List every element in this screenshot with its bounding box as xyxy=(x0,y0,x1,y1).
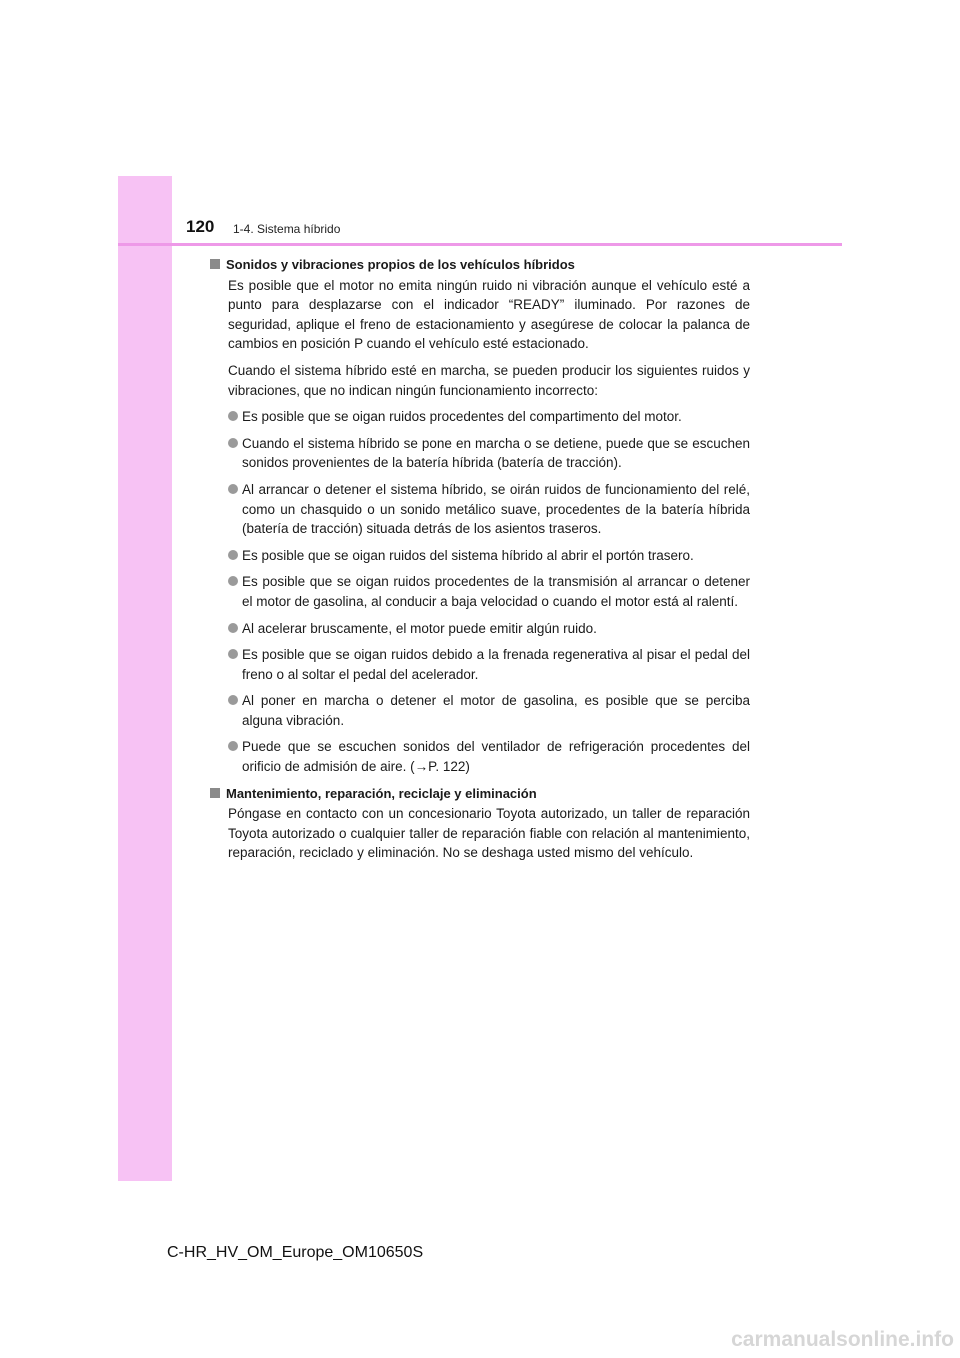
header-divider xyxy=(118,243,842,246)
bullet-dot-icon xyxy=(228,484,238,494)
bullet-dot-icon xyxy=(228,438,238,448)
list-item-text: Cuando el sistema híbrido se pone en marcha o se detiene, puede que se escuchen sonidos provenientes de la batería híbrida (batería de tracción). xyxy=(242,435,750,471)
list-item xyxy=(228,619,750,639)
list-item-text: Puede que se escuchen sonidos del ventilador de refrigeración procedentes del orificio de admisión de aire. (→P. 122) xyxy=(242,739,750,775)
list-item-text: Al arrancar o detener el sistema híbrido, se oirán ruidos de funcionamiento del relé, como un chasquido o un sonido metálico suave, procedentes de la batería híbrida (batería de tracción) situada detrás de los asientos traseros. xyxy=(242,481,750,537)
square-marker-icon xyxy=(210,259,220,269)
document-code: C-HR_HV_OM_Europe_OM10650S xyxy=(167,1244,424,1261)
list-item-text: Al acelerar bruscamente, el motor puede emitir algún ruido. xyxy=(242,620,597,636)
main-content xyxy=(210,255,750,870)
bullet-dot-icon xyxy=(228,411,238,421)
list-item xyxy=(228,572,750,611)
list-item xyxy=(228,645,750,684)
list-item xyxy=(228,546,750,566)
bullet-dot-icon xyxy=(228,741,238,751)
bullet-dot-icon xyxy=(228,695,238,705)
list-item-text: Es posible que se oigan ruidos procedentes del compartimento del motor. xyxy=(242,409,682,425)
list-item-text: Es posible que se oigan ruidos debido a la frenada regenerativa al pisar el pedal del freno o al soltar el pedal del acelerador. xyxy=(242,647,750,682)
bullet-dot-icon xyxy=(228,576,238,586)
list-item-text: Es posible que se oigan ruidos del sistema híbrido al abrir el portón trasero. xyxy=(242,547,694,563)
heading-text: Mantenimiento, reparación, reciclaje y eliminación xyxy=(226,785,537,801)
paragraph: Póngase en contacto con un concesionario Toyota autorizado, un taller de reparación Toyota autorizado o cualquier taller de reparación fiable con relación al mantenimiento, reparación, reciclado y eliminación. No se deshaga usted mismo del vehículo. xyxy=(228,806,750,861)
list-item xyxy=(228,407,750,427)
bullet-dot-icon xyxy=(228,649,238,659)
paragraph: Cuando el sistema híbrido esté en marcha, se pueden producir los siguientes ruidos y vibraciones, que no indican ningún funcionamiento incorrecto: xyxy=(228,362,750,398)
bullet-dot-icon xyxy=(228,623,238,633)
section-heading xyxy=(210,255,750,275)
list-item xyxy=(228,737,750,776)
list-item-text: Es posible que se oigan ruidos procedentes de la transmisión al arrancar o detener el motor de gasolina, al conducir a baja velocidad o cuando el motor está al ralentí. xyxy=(242,574,750,609)
list-item xyxy=(228,434,750,473)
chapter-tab-band xyxy=(118,176,172,1181)
page-number: 120 xyxy=(186,217,215,236)
bullet-dot-icon xyxy=(228,550,238,560)
list-item xyxy=(228,691,750,730)
list-item-text: Al poner en marcha o detener el motor de gasolina, es posible que se perciba alguna vibración. xyxy=(242,693,750,728)
list-item xyxy=(228,480,750,539)
square-marker-icon xyxy=(210,788,220,798)
paragraph: Es posible que el motor no emita ningún ruido ni vibración aunque el vehículo esté a punto para desplazarse con el indicador “READY” iluminado. Por razones de seguridad, aplique el freno de estacionamiento y asegúrese de colocar la palanca de cambios en posición P cuando el vehículo esté estacionado. xyxy=(228,277,750,352)
heading-text: Sonidos y vibraciones propios de los vehículos híbridos xyxy=(226,257,575,272)
watermark: carmanualsonline.info xyxy=(731,1328,954,1351)
section-title: 1-4. Sistema híbrido xyxy=(233,222,341,236)
section-heading xyxy=(210,784,750,804)
